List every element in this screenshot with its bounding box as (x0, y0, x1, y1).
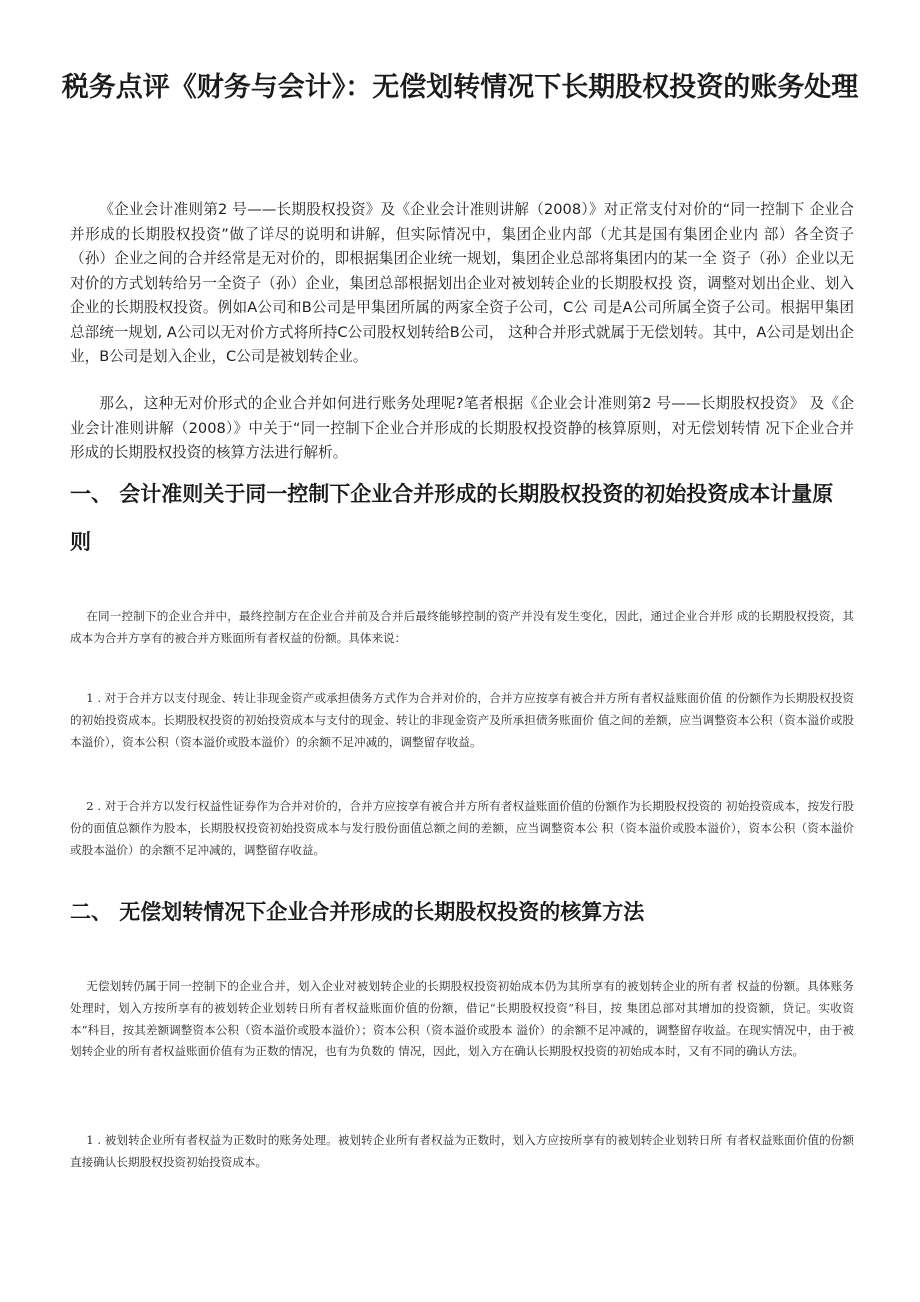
intro-paragraph-1: 《企业会计准则第2 号——长期股权投资》及《企业会计准则讲解（2008）》对正常支付对价的“同一控制下 企业合并形成的长期股权投资”做了详尽的说明和讲解，但实际情况中，集团企业内部（尤其是国有集团企业内 部）各全资子（孙）企业之间的合并经常是无对价的，即根据集团企业统一规划，集团企业总部将集团内的某一全 资子（孙）企业以无对价的方式划转给另一全资子（孙）企业，集团总部根据划出企业对被划转企业的长期股权投 资，调整对划出企业、划入企业的长期股权投资。例如A公司和B公司是甲集团所属的两家全资子公司，C公 司是A公司所属全资子公司。根据甲集团总部统一规划, A公司以无对价方式将所持C公司股权划转给B公司， 这种合并形式就属于无偿划转。其中，A公司是划出企业，B公司是划入企业，C公司是被划转企业。 (70, 201, 854, 365)
section-2-paragraph-2: 1 . 被划转企业所有者权益为正数时的账务处理。被划转企业所有者权益为正数时，划入方应按所享有的被划转企业划转日所 有者权益账面价值的份额直接确认长期股权投资初始投资成本。 (70, 1133, 854, 1169)
intro-paragraph-2: 那么，这种无对价形式的企业合并如何进行账务处理呢?笔者根据《企业会计准则第2 号——长期股权投资》 及《企业会计准则讲解（2008）》中关于“同一控制下企业合并形成的长期股权投资静的核算原则，对无偿划转情 况下企业合并形成的长期股权投资的核算方法进行解析。 (70, 395, 854, 461)
section-1-heading: 一、 会计准则关于同一控制下企业合并形成的长期股权投资的初始投资成本计量原则 (70, 482, 834, 554)
section-1-paragraph-1: 在同一控制下的企业合并中，最终控制方在企业合并前及合并后最终能够控制的资产并没有发生变化，因此，通过企业合并形 成的长期股权投资，其成本为合并方享有的被合并方账面所有者权益的份额。具体来说： (70, 609, 854, 645)
section-2-heading: 二、 无偿划转情况下企业合并形成的长期股权投资的核算方法 (70, 900, 645, 924)
section-1-paragraph-2: 1 . 对于合并方以支付现金、转让非现金资产或承担债务方式作为合并对价的，合并方应按享有被合并方所有者权益账面价值 的份额作为长期股权投资的初始投资成本。长期股权投资的初始投资成本与支付的现金、转让的非现金资产及所承担债务账面价 值之间的差额，应当调整资本公积（资本溢价或股本溢价），资本公积（资本溢价或股本溢价）的余额不足冲减的，调整留存收益。 (70, 691, 854, 749)
section-1-paragraph-3: 2 . 对于合并方以发行权益性证券作为合并对价的，合并方应按享有被合并方所有者权益账面价值的份额作为长期股权投资的 初始投资成本，按发行股份的面值总额作为股本，长期股权投资初始投资成本与发行股份面值总额之间的差额，应当调整资本公 积（资本溢价或股本溢价），资本公积（资本溢价或股本溢价）的余额不足冲减的，调整留存收益。 (70, 799, 854, 857)
section-2-paragraph-1: 无偿划转仍属于同一控制下的企业合并，划入企业对被划转企业的长期股权投资初始成本仍为其所享有的被划转企业的所有者 权益的份额。具体账务处理时，划入方按所享有的被划转企业划转日所有者权益账面价值的份额，借记“长期股权投资”科目，按 集团总部对其增加的投资额，贷记。实收资本”科目，按其差额调整资本公积（资本溢价或股本溢价）；资本公积（资本溢价或股本 溢价）的余额不足冲减的，调整留存收益。在现实情况中，由于被划转企业的所有者权益账面价值有为正数的情况，也有为负数的 情况，因此，划入方在确认长期股权投资的初始成本时，又有不同的确认方法。 (70, 979, 854, 1059)
document-title: 税务点评《财务与会计》：无偿划转情况下长期股权投资的账务处理 (61, 72, 859, 103)
